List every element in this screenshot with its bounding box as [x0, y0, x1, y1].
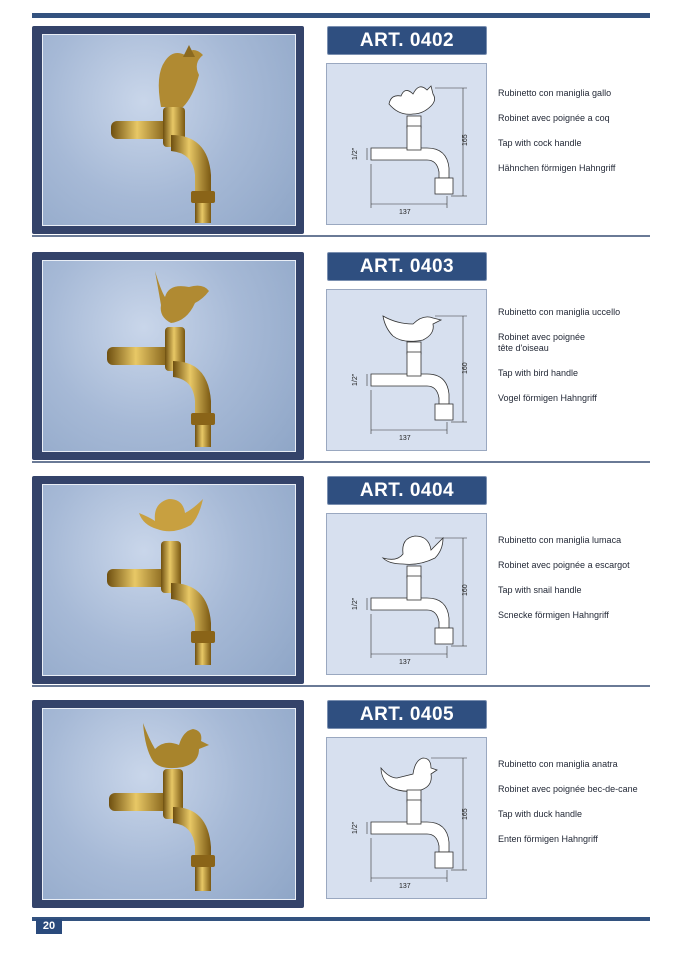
product-photo: [42, 708, 296, 900]
product-row-0403: [32, 252, 650, 462]
product-row-0405: [32, 700, 650, 910]
product-photo-frame: [32, 252, 304, 460]
length-dimension: 137: [399, 209, 411, 216]
product-photo: [42, 260, 296, 452]
description-italian: Rubinetto con maniglia lumaca: [498, 535, 622, 545]
description-italian: Rubinetto con maniglia anatra: [498, 759, 618, 769]
description-french: Robinet avec poignée bec-de-cane: [498, 784, 638, 794]
description-french-cont: tête d'oiseau: [498, 343, 549, 353]
length-dimension: 137: [399, 883, 411, 890]
row-separator: [32, 461, 650, 463]
thread-dimension: 1/2": [352, 373, 359, 386]
description-italian: Rubinetto con maniglia gallo: [498, 88, 612, 98]
description-german: Enten förmigen Hahngriff: [498, 834, 598, 844]
height-dimension: 160: [462, 362, 469, 374]
thread-dimension: 1/2": [352, 597, 359, 610]
thread-dimension: 1/2": [352, 821, 359, 834]
product-photo-frame: [32, 26, 304, 234]
description-french: Robinet avec poignée a coq: [498, 113, 610, 123]
product-photo: [42, 484, 296, 676]
description-german: Hähnchen förmigen Hahngriff: [498, 163, 616, 173]
product-photo: [42, 34, 296, 226]
row-separator: [32, 235, 650, 237]
length-dimension: 137: [399, 435, 411, 442]
row-separator: [32, 685, 650, 687]
length-dimension: 137: [399, 659, 411, 666]
dimension-diagram: [326, 289, 487, 451]
description-french: Robinet avec poignée: [498, 332, 586, 342]
article-title: ART. 0405: [327, 700, 487, 729]
description-german: Vogel förmigen Hahngriff: [498, 393, 597, 403]
description-english: Tap with snail handle: [498, 585, 582, 595]
top-rule: [32, 13, 650, 18]
description-italian: Rubinetto con maniglia uccello: [498, 307, 621, 317]
product-row-0404: [32, 476, 650, 686]
description-english: Tap with bird handle: [498, 368, 579, 378]
dimension-diagram: [326, 737, 487, 899]
product-photo-frame: [32, 700, 304, 908]
thread-dimension: 1/2": [352, 147, 359, 160]
article-title: ART. 0404: [327, 476, 487, 505]
dimension-diagram: [326, 63, 487, 225]
article-title: ART. 0402: [327, 26, 487, 55]
article-title: ART. 0403: [327, 252, 487, 281]
description-german: Scnecke förmigen Hahngriff: [498, 610, 609, 620]
product-row-0402: [32, 26, 650, 236]
description-french: Robinet avec poignée a escargot: [498, 560, 630, 570]
height-dimension: 160: [462, 584, 469, 596]
bottom-rule: [32, 917, 650, 921]
description-english: Tap with cock handle: [498, 138, 582, 148]
dimension-diagram: [326, 513, 487, 675]
height-dimension: 165: [462, 134, 469, 146]
page-number: 20: [36, 919, 62, 934]
height-dimension: 165: [462, 808, 469, 820]
product-photo-frame: [32, 476, 304, 684]
description-english: Tap with duck handle: [498, 809, 583, 819]
